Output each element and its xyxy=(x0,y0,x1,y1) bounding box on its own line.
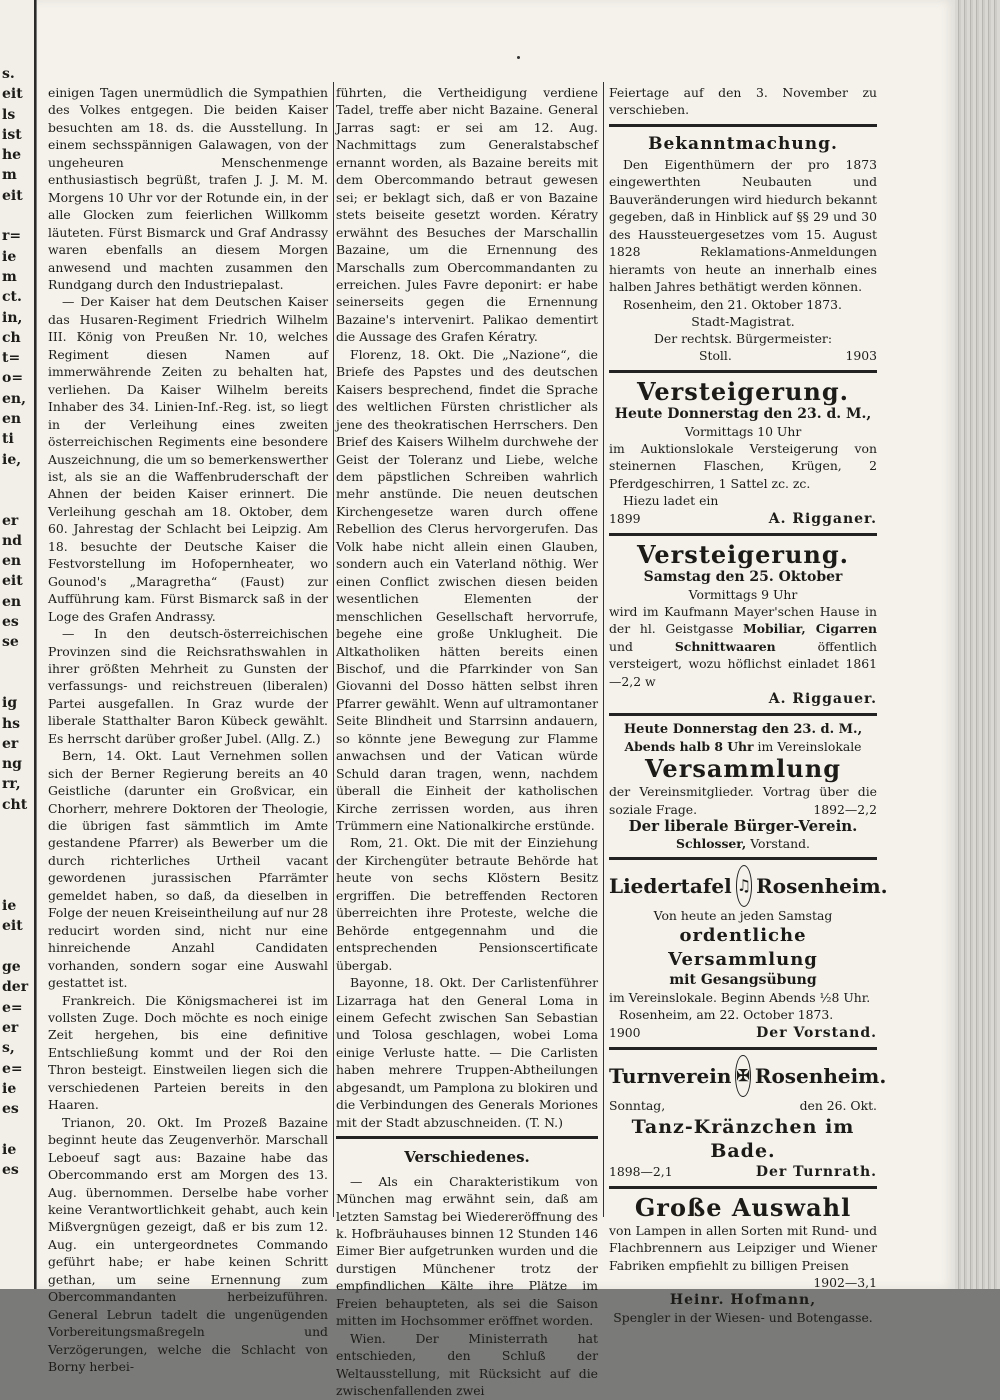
column-1 xyxy=(48,84,328,1376)
ad-signature: Der Vorstand. xyxy=(756,1024,877,1041)
ad-divider xyxy=(609,713,877,716)
ad-day: Sonntag, xyxy=(609,1097,666,1113)
ad-time: Vormittags 9 Uhr xyxy=(688,586,798,602)
ad-text: im Auktionslokale Versteigerung von steinernen Flaschen, Krügen, 2 Pferdgeschirren, 1 Sattel zc. zc. xyxy=(609,440,877,491)
ad-versammlung xyxy=(609,721,877,852)
fragment-line: in, xyxy=(2,309,23,326)
ad-versteigerung-2 xyxy=(609,541,877,708)
fragment-line xyxy=(2,856,34,876)
ad-signature: A. Rigganer. xyxy=(768,510,877,527)
ad-head: Rosenheim. xyxy=(754,1063,887,1088)
ad-address: Spengler in der Wiesen- und Botengasse. xyxy=(613,1310,873,1326)
fragment-line: t= xyxy=(2,350,21,367)
fragment-line: rr, xyxy=(2,776,21,793)
fragment-line: es xyxy=(2,1101,19,1118)
fragment-line xyxy=(2,815,34,835)
column-rule-1 xyxy=(333,82,334,1217)
ad-number: 1898—2,1 xyxy=(609,1163,673,1179)
fragment-line: ie xyxy=(2,248,17,265)
fragment-line: er xyxy=(2,735,19,752)
ad-text: und xyxy=(609,638,633,654)
fragment-line: eit xyxy=(2,187,23,204)
fragment-line: ti xyxy=(2,431,14,448)
book-page-edges xyxy=(955,0,1000,1289)
fragment-line xyxy=(2,653,34,673)
fragment-line: ie xyxy=(2,1141,17,1158)
fragment-line: s, xyxy=(2,1040,15,1057)
fragment-line: nd xyxy=(2,532,22,549)
ad-liedertafel xyxy=(609,865,888,1042)
column-2 xyxy=(336,84,598,1400)
ad-place-date: Rosenheim, den 21. Oktober 1873. xyxy=(623,296,842,312)
ad-title: Versammlung xyxy=(645,754,841,784)
ad-number: 1902—3,1 xyxy=(813,1275,877,1291)
ad-text: Den Eigenthümern der pro 1873 eingewerthten Neubauten und Bauveränderungen wird hiedurch bekannt gegeben, daß in Hinblick auf §§ 29 und 30 des Haussteuergesetzes vom 15. August 1828 Reklamations-Anmeldungen hieramts von heute an innerhalb eines halben Jahres bethätigt werden können. xyxy=(609,156,877,295)
ad-number: 1903 xyxy=(845,347,877,363)
ad-when: Samstag den 25. Oktober xyxy=(643,568,843,585)
ad-divider xyxy=(609,533,877,536)
ad-head: Turnverein xyxy=(609,1063,732,1088)
ad-grosse-auswahl xyxy=(609,1194,877,1326)
article-paragraph: — Der Kaiser hat dem Deutschen Kaiser das Husaren-Regiment Friedrich Wilhelm III. König von Preußen Nr. 10, welches Regiment diesen Namen auf immerwährende Zeiten zu behalten hat, verliehen. Da Kaiser Wilhelm bereits Inhaber des 34. Linien-Inf.-Reg. ist, so liegt in der Verleihung eines zweiten österreichischen Regiments eine besondere Auszeichnung, die um so bemerkenswerther ist, als sie an die Waffenbruderschaft der Ahnen der beiden Kaiser erinnert. Die Verleihung geschah am 18. Oktober, dem 60. Jahrestag der Schlacht bei Leipzig. Am 18. besuchte der Deutsche Kaiser die Festvorstellung im Hofopernheater, wo Gounod's „Maragretha“ (Faust) zur Aufführung kam. Fürst Bismarck saß in der Loge des Grafen Andrassy. xyxy=(48,294,328,624)
ad-when: Heute Donnerstag den 23. d. M., xyxy=(623,722,863,738)
ad-time: Vormittags 10 Uhr xyxy=(684,423,802,439)
ad-date: den 26. Okt. xyxy=(799,1097,877,1113)
ad-signature: Heinr. Hofmann, xyxy=(669,1292,817,1309)
article-continuation: Feiertage auf den 3. November zu verschieben. xyxy=(609,85,877,118)
ad-head: Liedertafel xyxy=(609,873,732,898)
ad-office: Stadt-Magistrat. xyxy=(691,313,795,329)
fragment-line xyxy=(2,876,34,896)
ad-divider xyxy=(609,124,877,127)
ad-title: ordentliche Versammlung xyxy=(668,924,818,970)
fragment-line xyxy=(2,673,34,693)
article-paragraph: Wien. Der Ministerrath hat entschieden, den Schluß der Weltausstellung, mit Rücksicht auf die zwischenfallenden zwei xyxy=(336,1330,598,1399)
lyre-emblem-icon: ♫ xyxy=(736,865,752,907)
fragment-line: ng xyxy=(2,756,22,773)
fragment-line: e= xyxy=(2,1060,23,1077)
ad-invite: Hiezu ladet ein xyxy=(623,493,719,509)
ad-text: im Vereinslokale. Beginn Abends ½8 Uhr. xyxy=(609,989,871,1005)
article-paragraph: führten, die Vertheidigung verdiene Tadel, treffe aber nicht Bazaine. General Jarras sagt: er sei am 12. Aug. Nachmittags zum Generalstabschef ernannt worden, als Bazaine bereits mit dem Obercommando betraut gewesen sei; er beklagt sich, daß er von Bazaine stets beiseite gesetzt worden. Kératry erwähnt des Besuches der Marschallin Bazaine, um die Ernennung des Marschalls zum Obercommandanten zu erreichen. Jules Favre deponirt: er habe seinerseits gegen die Ernennung Bazaine's intervenirt. Palikao dementirt die Aussage des Grafen Kératry. xyxy=(336,85,598,345)
ad-signature: Schlosser, xyxy=(676,835,747,851)
ad-place: im Vereinslokale xyxy=(757,739,862,755)
fragment-line xyxy=(2,206,34,226)
ad-head: Rosenheim. xyxy=(756,873,888,898)
ad-goods: Mobiliar, Cigarren xyxy=(742,621,877,637)
fragment-line: eit xyxy=(2,918,23,935)
article-paragraph: Florenz, 18. Okt. Die „Nazione“, die Briefe des Papstes und des deutschen Kaisers besprechend, findet die Sprache des weltlichen Fürsten christlicher als jene des theokratischen Herrschers. Den Brief des Kaisers Wilhelm durchwehe der Geist der Toleranz und Liebe, welche dem päpstlichen Schreiben wahrlich mehr anstünde. Die neuen deutschen Kirchengesetze waren durch offene Rebellion des Clerus hervorgerufen. Das Volk habe nicht allein einen Glauben, sondern auch ein Vaterland nöthig. Wer einen Conflict zwischen diesen beiden wesentlichen Elementen der menschlichen Gesellschaft hervorrufe, begehe eine große Unklugheit. Die Altkatholiken hätten bereits einen Bischof, und die Pfarrkinder von San Giovanni del Dosso hätten selbst ihren Pfarrer gewählt. Wenn auf ultramontaner Seite Blindheit und Starrsinn andauern, so könnte jene Bewegung zur Flamme anwachsen und der Vatican würde Schuld daran tragen, wenn, nachdem überall die Einheit der katholischen Kirche zerrissen worden, aus ihren Trümmern eine Nationalkirche erstünde. xyxy=(336,346,598,834)
article-paragraph: Frankreich. Die Königsmacherei ist im vollsten Zuge. Doch möchte es noch einige Zeit hergehen, bis eine definitive Entschließung kommt und der Roi den Thron besteigt. Einstweilen liegen sich die verschiedenen Parteien bereits in den Haaren. xyxy=(48,992,328,1113)
article-paragraph: Bern, 14. Okt. Laut Vernehmen sollen sich der Berner Regierung bereits an 40 Geistliche (darunter ein Großvicar, ein Chorherr, mehrere Doktoren der Theologie, die übrigen fast sämmtlich im Amte gestandene Pfarrer) als Bewerber um die durch richterliches Urtheil vacant gewordenen jurassischen Pfarrämter gemeldet haben, so daß, da dieselben in Folge der neuen Kreiseintheilung auf nur 28 reducirt worden sind, nicht nur eine hinreichende Anzahl Candidaten vorhanden, sondern sogar eine Auswahl gestattet ist. xyxy=(48,748,328,991)
ad-number: 1899 xyxy=(609,510,641,526)
ad-turnverein xyxy=(609,1055,887,1181)
ad-text: der Vereinsmitglieder. Vortrag über die soziale Frage. xyxy=(609,784,877,817)
ad-text: wird im Kaufmann Mayer'schen Hause in der hl. Geistgasse xyxy=(609,603,877,637)
ad-number: 1900 xyxy=(609,1024,641,1040)
ad-text: von Lampen in allen Sorten mit Rund- und Flachbrennern aus Leipziger und Wiener Fabriken empfiehlt zu billigen Preisen xyxy=(609,1222,877,1273)
fragment-line xyxy=(2,835,34,855)
ad-goods: Schnittwaaren xyxy=(674,638,776,654)
adjacent-page-fragments xyxy=(0,0,34,1180)
article-paragraph: einigen Tagen unermüdlich die Sympathien des Volkes entgegen. Die beiden Kaiser besuchten am 18. ds. die Ausstellung. In einem sechsspännigen Galawagen, von der ungeheuren Menschenmenge enthusiastisch begrüßt, trafen J. J. M. M. Morgens 10 Uhr vor der Rotunde ein, in der alle Glocken zum feierlichen Willkomm läuteten. Fürst Bismarck und Graf Andrassy waren ebenfalls an diesem Morgen anwesend und machten zusammen den Rundgang durch den Industriepalast. xyxy=(48,85,328,292)
ad-sig-role: Vorstand. xyxy=(750,835,810,851)
fragment-line xyxy=(2,937,34,957)
section-divider xyxy=(336,1136,598,1139)
ad-divider xyxy=(609,857,877,860)
fragment-line: eit xyxy=(2,573,23,590)
fragment-line: o= xyxy=(2,370,24,387)
fragment-line: ie, xyxy=(2,451,22,468)
fragment-line: hs xyxy=(2,715,21,732)
ad-signature: A. Riggauer. xyxy=(768,691,877,708)
fragment-line xyxy=(2,470,34,490)
ad-title: Tanz-Kränzchen im Bade. xyxy=(631,1115,855,1162)
ad-divider xyxy=(609,1186,877,1189)
fragment-line xyxy=(2,1119,34,1139)
fragment-line: er xyxy=(2,512,19,529)
ad-title: Versteigerung. xyxy=(636,539,850,569)
ad-club: Der liberale Bürger-Verein. xyxy=(628,816,858,835)
ad-intro: Von heute an jeden Samstag xyxy=(653,907,833,923)
article-paragraph: Bayonne, 18. Okt. Der Carlistenführer Lizarraga hat den General Loma in einem Gefecht zwischen San Sebastian und Tolosa geschlagen, wobei Loma einige Verluste hatte. — Die Carlisten haben mehrere Truppen-Abtheilungen abgesandt, um Pamplona zu blokiren und die Verbindungen des Generals Moriones mit der Stadt abzuschneiden. (T. N.) xyxy=(336,975,598,1130)
section-title: Verschiedenes. xyxy=(404,1148,530,1167)
ad-signature: Der Turnrath. xyxy=(755,1163,877,1180)
article-paragraph: Rom, 21. Okt. Die mit der Einziehung der Kirchengüter betraute Behörde hat heute von sechs Klöstern Besitz ergriffen. Die betreffenden Rectoren überreichten ihre Proteste, welche die Behörde entgegennahm und die entsprechenden Pensionscertificate übergab. xyxy=(336,835,598,973)
ad-role: Der rechtsk. Bürgermeister: xyxy=(653,330,833,346)
fragment-line: r= xyxy=(2,228,22,245)
fragment-line: m xyxy=(2,268,17,285)
fragment-line: ct. xyxy=(2,289,22,306)
fragment-line: ist xyxy=(2,126,22,143)
fragment-line: cht xyxy=(2,796,28,813)
fragment-line: ls xyxy=(2,106,16,123)
ad-title: Große Auswahl xyxy=(634,1192,852,1222)
ad-when: Heute Donnerstag den 23. d. M., xyxy=(614,405,872,422)
article-paragraph: — In den deutsch-österreichischen Provinzen sind die Reichsrathswahlen in ihrer größten Mehrheit zu Gunsten der verfassungs- und reichstreuen (liberalen) Partei ausgefallen. In Graz wurde der liberale Statthalter Baron Kübeck gewählt. Es herrscht darüber großer Jubel. (Allg. Z.) xyxy=(48,626,328,746)
fragment-line: en xyxy=(2,553,22,570)
ad-title: Bekanntmachung. xyxy=(648,133,838,154)
fragment-line: es xyxy=(2,614,19,631)
fragment-line: en xyxy=(2,593,22,610)
fragment-line xyxy=(2,490,34,510)
article-paragraph: — Als ein Charakteristikum von München mag erwähnt sein, daß am letzten Samstag bei Wiedereröffnung des k. Hofbräuhauses binnen 12 Stunden 146 Eimer Bier aufgetrunken wurden und die durstigen Münchener trotz der empfindlichen Kälte ihre Plätze im Freien behaupteten, als sei die Saison mitten im Hochsommer eröffnet worden. xyxy=(336,1173,598,1329)
fragment-line: ie xyxy=(2,898,17,915)
fragment-line: en, xyxy=(2,390,26,407)
ad-place-date: Rosenheim, am 22. October 1873. xyxy=(619,1007,834,1023)
fragment-line: ie xyxy=(2,1080,17,1097)
fragment-line: en xyxy=(2,411,22,428)
ad-signature: Stoll. xyxy=(699,347,732,363)
fragment-line: ig xyxy=(2,695,18,712)
fragment-line: ch xyxy=(2,329,21,346)
ad-title: Versteigerung. xyxy=(636,376,850,406)
fragment-line: eit xyxy=(2,86,23,103)
fragment-line: s. xyxy=(2,66,15,82)
print-speck xyxy=(517,56,520,59)
ad-time: Abends halb 8 Uhr xyxy=(624,739,754,755)
column-rule-2 xyxy=(603,82,604,1217)
fragment-line: he xyxy=(2,147,22,164)
fragment-line: se xyxy=(2,634,19,651)
ad-bekanntmachung xyxy=(609,132,877,365)
fragment-line: der xyxy=(2,979,29,996)
ad-number: 1892—2,2 xyxy=(813,801,877,817)
turner-emblem-icon: ✠ xyxy=(735,1055,750,1097)
fragment-line: e= xyxy=(2,999,23,1016)
fragment-line: m xyxy=(2,167,17,184)
ad-divider xyxy=(609,370,877,373)
ad-number: 1861—2,2 w xyxy=(609,656,877,689)
ad-text: öffentlich versteigert, wozu höflichst einladet xyxy=(609,638,877,672)
article-paragraph: Trianon, 20. Okt. Im Prozeß Bazaine beginnt heute das Zeugenverhör. Marschall Leboeuf sagt aus: Bazaine habe das Obercommando erst am Morgen des 13. Aug. übernommen. Derselbe habe vorher keine Verantwortlichkeit gehabt, auch kein Mißvergnügen gezeigt, daß er bis zum 12. Aug. ein untergeordnetes Commando geführt habe; er habe keinen Schritt gethan, um seine Ernennung zum Obercommandanten herbeizuführen. General Lebrun tadelt die ungenügenden Vorbereitungsmaßregeln und Verzögerungen, welche die Schlacht von Borny herbei- xyxy=(48,1114,328,1375)
column-3-ads xyxy=(609,84,888,1328)
adjacent-page-edge xyxy=(0,0,36,1289)
fragment-line: ge xyxy=(2,959,21,976)
ad-subtitle: mit Gesangsübung xyxy=(669,971,817,988)
ad-divider xyxy=(609,1047,877,1050)
fragment-line: er xyxy=(2,1019,19,1036)
ad-versteigerung-1 xyxy=(609,378,877,528)
fragment-line: es xyxy=(2,1162,19,1179)
